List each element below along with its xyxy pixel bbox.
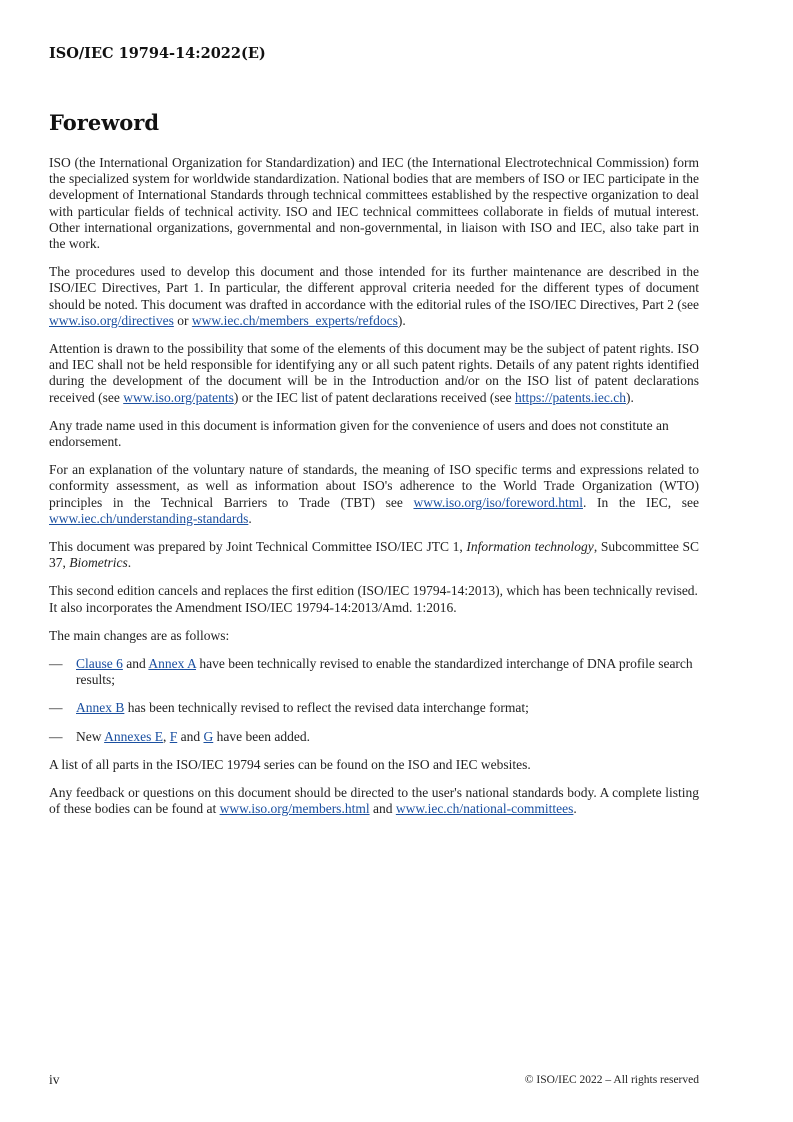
text-segment: and	[369, 801, 396, 817]
page-number: iv	[49, 1072, 60, 1087]
link-iso-foreword[interactable]: www.iso.org/iso/foreword.html	[413, 494, 583, 510]
text-segment: .	[127, 555, 132, 571]
link-iec-understanding-standards[interactable]: www.iec.ch/understanding-standards	[49, 510, 249, 526]
text-segment: has been technically revised to reflect the revised data interchange format;	[124, 700, 529, 716]
text-segment: ,	[162, 728, 170, 744]
text-segment: ) or the IEC list of patent declarations received (see	[233, 389, 515, 405]
link-clause-6[interactable]: Clause 6	[76, 656, 123, 672]
link-annex-f[interactable]: F	[169, 728, 178, 744]
text-segment: .	[248, 510, 252, 526]
text-segment: have been added.	[213, 728, 310, 744]
link-annex-b[interactable]: Annex B	[76, 700, 125, 716]
text-segment: and	[122, 656, 149, 672]
text-segment: For an explanation of the voluntary nature of standards, the meaning of ISO specific terms and expressions related to conformity assessment, as well as information about ISO's adherence to the World Trade Organization (WTO) principles in the Technical Barriers to Trade (TBT) see	[49, 462, 699, 510]
text-segment: Attention is drawn to the possibility that some of the elements of this document may be the subject of patent rights. ISO and IEC shall not be held responsible for identifying any or all such patent rights. Details of any patent rights identified during the development of the document will be in the Introduction and/or on the ISO list of patent declarations received (see	[49, 341, 699, 405]
text-segment: and	[177, 728, 204, 744]
dash-bullet: —	[49, 728, 63, 744]
text-segment: The procedures used to develop this document and those intended for its further maintenance are described in the ISO/IEC Directives, Part 1. In particular, the different approval criteria needed for the different types of document should be noted. This document was drafted in accordance with the editorial rules of the ISO/IEC Directives, Part 2 (see	[49, 264, 699, 312]
copyright-notice: © ISO/IEC 2022 – All rights reserved	[524, 1074, 699, 1086]
link-annexes-e[interactable]: Annexes E	[104, 728, 163, 744]
text-segment: ).	[397, 312, 406, 328]
text-segment: ).	[625, 389, 634, 405]
link-annex-g[interactable]: G	[203, 728, 214, 744]
paragraph-feedback	[49, 785, 699, 817]
paragraph-trade-name: Any trade name used in this document is information given for the convenience of users and does not constitute an endorsement.	[49, 417, 669, 450]
list-item-change-1	[49, 656, 699, 688]
paragraph-series-list: A list of all parts in the ISO/IEC 19794 series can be found on the ISO and IEC websites.	[49, 756, 531, 772]
link-iso-members[interactable]: www.iso.org/members.html	[219, 801, 370, 817]
text-segment: , Subcommittee SC 37,	[49, 539, 700, 571]
list-item-change-3	[49, 729, 699, 745]
foreword-body	[49, 155, 699, 830]
text-segment: This document was prepared by Joint Technical Committee ISO/IEC JTC 1,	[49, 539, 467, 555]
link-iso-directives[interactable]: www.iso.org/directives	[49, 312, 174, 328]
list-item-text	[76, 729, 699, 745]
list-item-change-2	[49, 700, 699, 716]
paragraph-main-changes-intro: The main changes are as follows:	[49, 627, 230, 643]
text-segment: .	[573, 801, 577, 817]
dash-bullet: —	[49, 700, 63, 716]
committee-name-italic: Information technology	[466, 539, 594, 555]
page-title: Foreword	[49, 110, 160, 135]
paragraph-second-edition: This second edition cancels and replaces the first edition (ISO/IEC 19794-14:2013), which has been technically revised. It also incorporates the Amendment ISO/IEC 19794-14:2013/Amd. 1:2016.	[49, 583, 698, 615]
paragraph-prepared-by	[49, 539, 699, 571]
text-segment: . In the IEC, see	[582, 494, 699, 510]
paragraph-procedures	[49, 264, 699, 329]
link-iso-patents[interactable]: www.iso.org/patents	[123, 389, 234, 405]
paragraph-voluntary-nature	[49, 462, 699, 527]
link-annex-a[interactable]: Annex A	[148, 656, 197, 672]
link-iec-refdocs[interactable]: www.iec.ch/members_experts/refdocs	[191, 312, 398, 328]
dash-bullet: —	[49, 656, 63, 672]
subcommittee-name-italic: Biometrics	[69, 555, 128, 571]
text-segment: New	[76, 728, 105, 744]
document-id-header: ISO/IEC 19794-14:2022(E)	[49, 45, 266, 62]
link-iec-patents[interactable]: https://patents.iec.ch	[514, 389, 626, 405]
paragraph-iso-iec-intro: ISO (the International Organization for Standardization) and IEC (the International Electrotechnical Commission) form the specialized system for worldwide standardization. National bodies that are members of ISO or IEC participate in the development of International Standards through technical committees established by the respective organization to deal with particular fields of technical activity. ISO and IEC technical committees collaborate in fields of mutual interest. Other international organizations, governmental and non-governmental, in liaison with ISO and IEC, also take part in the work.	[49, 155, 699, 252]
link-iec-national-committees[interactable]: www.iec.ch/national-committees	[395, 801, 574, 817]
text-segment: Any feedback or questions on this document should be directed to the user's national standards body. A complete listing of these bodies can be found at	[49, 785, 699, 817]
text-segment: have been technically revised to enable the standardized interchange of DNA profile search results;	[76, 656, 693, 688]
list-item-text	[76, 656, 699, 688]
paragraph-patents	[49, 341, 699, 406]
list-item-text	[76, 700, 699, 716]
text-segment: or	[173, 312, 192, 328]
